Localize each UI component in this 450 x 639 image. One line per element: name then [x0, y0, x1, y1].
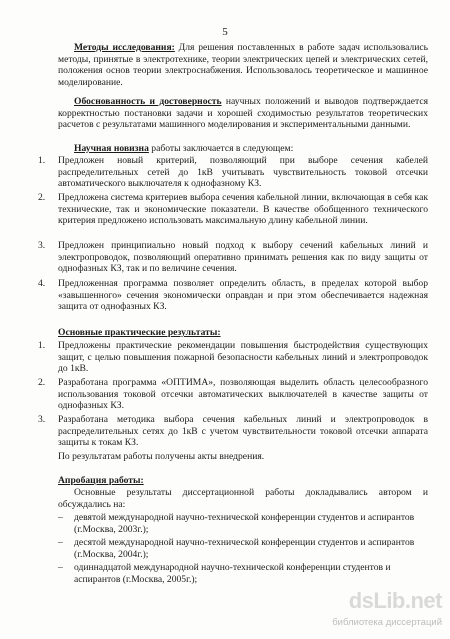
watermark-logo-tld: .net: [404, 588, 442, 613]
practical-item: [38, 377, 428, 412]
watermark-subtitle: библиотека диссертаций: [332, 617, 442, 628]
validity-text: научных положений и выводов подтверждается корректностью постановки задачи и хорошей сходимостью результатов теоретических расчетов с результатами машинного моделирования и экспериментальными данными.: [58, 96, 428, 131]
novelty-item-number: 3.: [38, 240, 46, 251]
practical-item-text: Разработана программа «ОПТИМА», позволяющая выделить область целесообразного использования токовой отсечки автоматических выключателей в качестве защиты от однофазных КЗ.: [58, 377, 428, 412]
practical-item: [38, 414, 428, 449]
approbation-item-text: девятой международной научно-технической конференции студентов и аспирантов (г.Москва, 2003г.);: [74, 512, 415, 535]
approbation-text: Основные результаты диссертационной работы докладывались автором и обсуждались на:: [58, 487, 428, 510]
approbation-item: [58, 537, 430, 560]
approbation-item-text: одиннадцатой международной научно-технической конференции студентов и аспирантов (г.Москва, 2005г.);: [74, 562, 391, 585]
validity-title: Обоснованность и достоверность: [74, 96, 222, 107]
practical-item-number: 1.: [38, 340, 46, 351]
practical-item-text: Предложены практические рекомендации повышения быстродействия существующих защит, с целью повышения пожарной безопасности кабельных линий и электропроводок до 1кВ.: [58, 340, 428, 375]
methods-title: Методы исследования:: [74, 42, 175, 53]
watermark-logo: [348, 588, 442, 613]
novelty-item-number: 4.: [38, 278, 46, 289]
practical-item-text: Разработана методика выбора сечения кабельных линий и электропроводок в распределительных сетях до 1кВ с учетом чувствительности токовой отсечки аппарата защиты к токам КЗ.: [58, 414, 428, 449]
novelty-intro: [58, 143, 428, 155]
novelty-item-text: Предложен принципиально новый подход к выбору сечений кабельных линий и электропроводок, позволяющий оперативно принимать решения как по виду защиты от однофазных КЗ, так и по величине сечения.: [58, 240, 428, 275]
novelty-item-text: Предложена система критериев выбора сечения кабельной линии, включающая в себя как технические, так и экономические показатели. В качестве обобщенного технического критерия предложено использовать максимальную длину кабельной линии.: [58, 192, 428, 227]
approbation-item-dash: –: [58, 562, 63, 573]
novelty-text: работы заключается в следующем:: [148, 143, 294, 154]
novelty-item-text: Предложен новый критерий, позволяющий при выборе сечения кабелей распределительных сетей до 1кВ учитывать чувствительность токовой отсечки автоматического выключателя к однофазному КЗ.: [58, 155, 428, 190]
approbation-item-dash: –: [58, 512, 63, 523]
methods-text: Для решения поставленных в работе задач использовались методы, принятые в электротехнике, теории электрических цепей и электрических сетей, положения основ теории электроснабжения. Использовалось теоретическое и машинное моделирование.: [58, 42, 428, 88]
novelty-item: [38, 278, 428, 313]
novelty-item: [38, 192, 428, 227]
approbation-item: [58, 562, 430, 585]
practical-note: По результатам работы получены акты внедрения.: [58, 451, 265, 462]
novelty-item-text: Предложенная программа позволяет определить область, в пределах которой выбор «завышенного» сечения экономически оправдан и при этом обеспечивается надежная защита от однофазных КЗ.: [58, 278, 428, 313]
novelty-item: [38, 155, 428, 190]
approbation-title: Апробация работы:: [58, 475, 144, 486]
approbation-item: [58, 512, 430, 535]
watermark: [312, 588, 442, 629]
approbation-item-text: десятой международной научно-технической конференции студентов и аспирантов (г.Москва, 2004г.);: [74, 537, 415, 560]
novelty-item: [38, 240, 428, 275]
practical-item: [38, 340, 428, 375]
validity-paragraph: [58, 96, 428, 131]
novelty-title: Научная новизна: [74, 143, 149, 154]
watermark-logo-main: dsLib: [348, 588, 405, 613]
practical-item-number: 3.: [38, 414, 46, 425]
page-number: 5: [222, 26, 228, 38]
novelty-item-number: 1.: [38, 155, 46, 166]
practical-title: Основные практические результаты:: [58, 327, 221, 338]
practical-item-number: 2.: [38, 377, 46, 388]
methods-paragraph: [58, 42, 428, 88]
novelty-item-number: 2.: [38, 192, 46, 203]
approbation-item-dash: –: [58, 537, 63, 548]
